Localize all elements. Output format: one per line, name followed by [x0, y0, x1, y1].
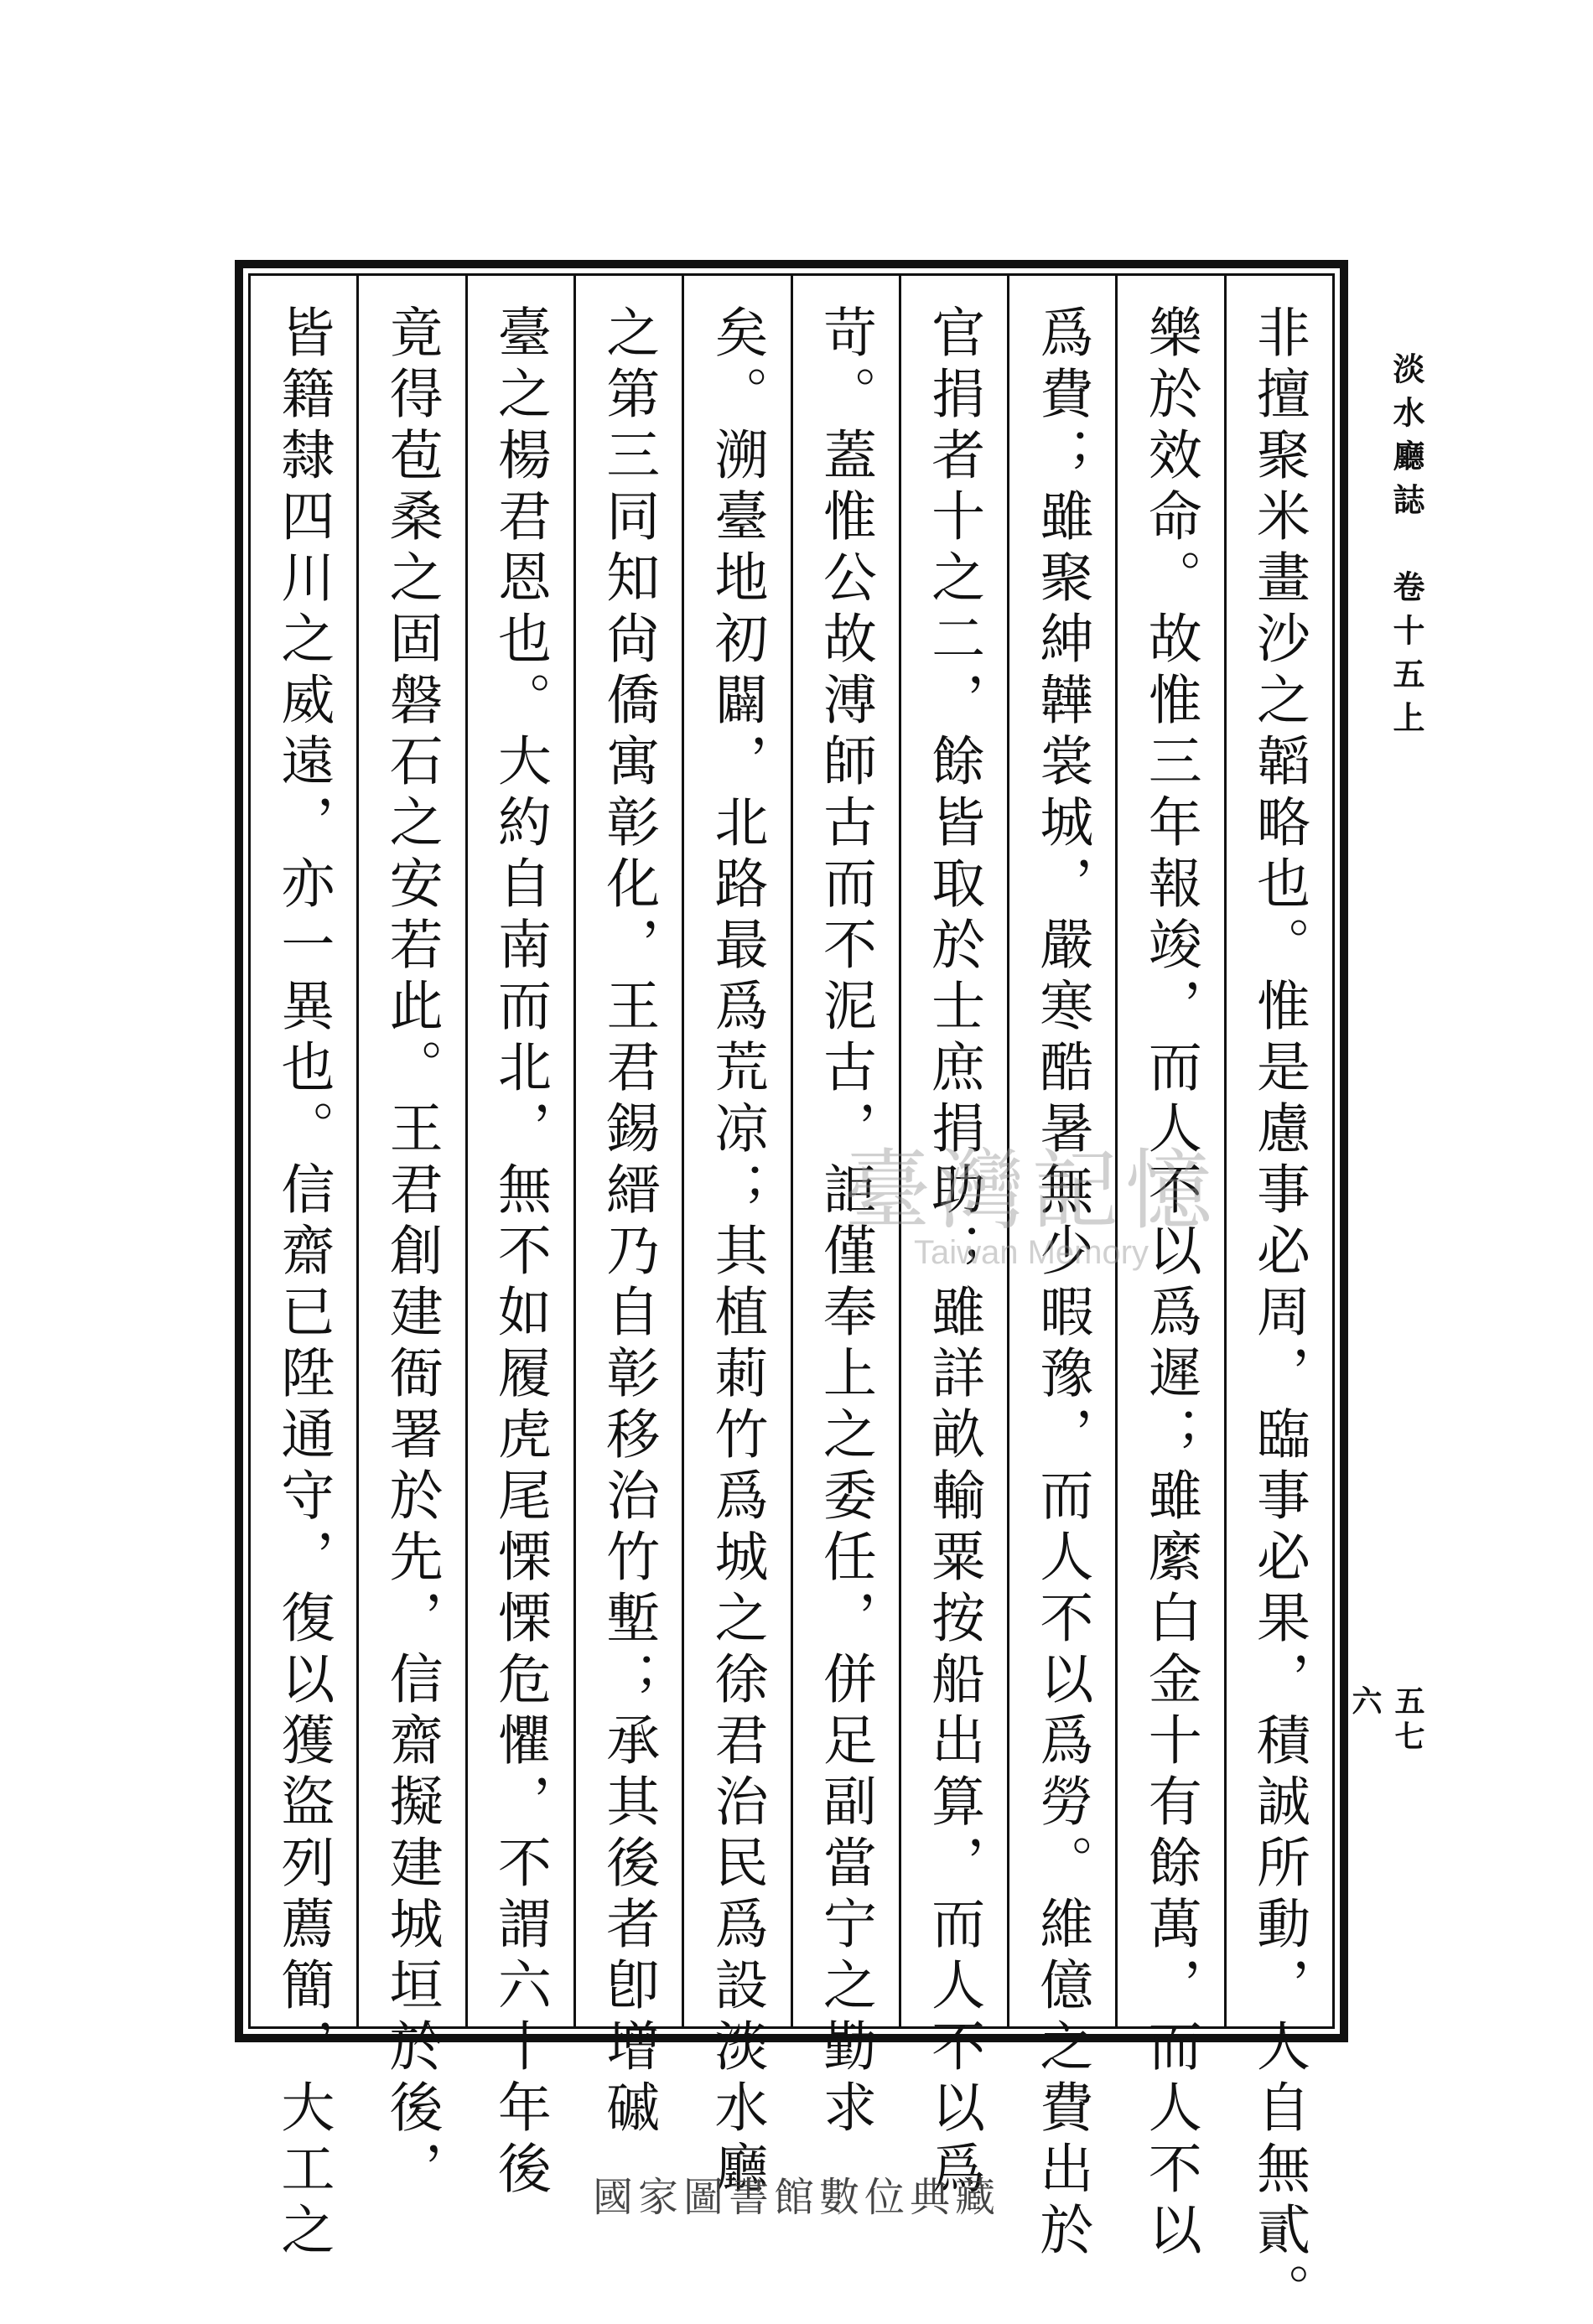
column-text: 之第三同知尙僑寓彰化，王君錫縉乃自彰移治竹塹；承其後者卽增磩 — [597, 304, 660, 2140]
text-column-3 — [1007, 276, 1115, 2263]
column-text: 竟得苞桑之固磐石之安若此。王君創建衙署於先，信齋擬建城垣於後， — [380, 304, 443, 2202]
running-header: 淡水廳誌 卷十五上 — [1388, 352, 1425, 744]
column-text: 皆籍隸四川之威遠，亦一異也。信齋已陞通守，復以獲盜列薦簡，大工之 — [272, 304, 335, 2263]
text-column-9 — [356, 276, 464, 2202]
text-column-6 — [682, 276, 790, 2202]
watermark-english: Taiwan Memory — [913, 1234, 1149, 1271]
text-column-10 — [251, 276, 356, 2263]
text-column-7 — [573, 276, 682, 2140]
text-column-1 — [1224, 276, 1332, 2324]
watermark-chinese: 臺灣記憶 — [843, 1139, 1219, 1242]
column-text: 苛。蓋惟公故溥師古而不泥古，詎僅奉上之委任，併足副當宁之勤求 — [813, 304, 876, 2140]
text-column-2 — [1115, 276, 1223, 2263]
text-column-4 — [899, 276, 1007, 2202]
column-text: 非擅聚米畫沙之韜略也。惟是慮事必周，臨事必果，積誠所動，人自無貳。 — [1248, 304, 1310, 2324]
footer-credit: 國家圖書館數位典藏 — [592, 2174, 1000, 2221]
column-text: 官捐者十之二，餘皆取於士庶捐助；雖詳畝輸粟按船出算，而人不以爲 — [922, 304, 985, 2202]
column-text: 矣。溯臺地初闢，北路最爲荒凉；其植莿竹爲城之徐君治民爲設淡水廳 — [705, 304, 768, 2202]
page-margin — [1347, 335, 1430, 1761]
column-text: 爲費；雖聚紳韡裳城，嚴寒酷暑無少暇豫，而人不以爲勞。維億之費出於 — [1030, 304, 1093, 2263]
page-number: 五七六 — [1347, 1685, 1425, 1756]
column-text: 臺之楊君恩也。大約自南而北，無不如履虎尾慄慄危懼，不謂六十年後 — [488, 304, 551, 2202]
text-column-5 — [791, 276, 899, 2140]
text-column-8 — [465, 276, 573, 2202]
column-text: 樂於效命。故惟三年報竣，而人不以爲遲；雖縻白金十有餘萬，而人不以 — [1139, 304, 1201, 2263]
